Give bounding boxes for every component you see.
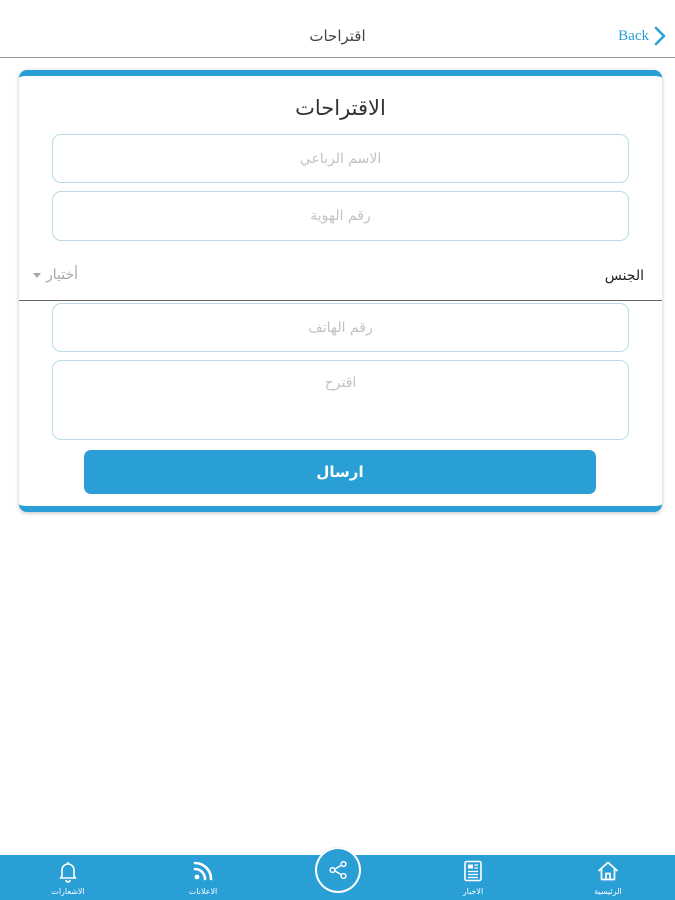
page-title: اقتراحات	[309, 27, 366, 45]
share-icon	[327, 859, 349, 881]
form-title: الاقتراحات	[295, 96, 386, 120]
gender-label: الجنس	[604, 268, 644, 284]
tab-ads-label: الاعلانات	[188, 887, 218, 896]
tab-notifications-label: الاشعارات	[51, 887, 85, 896]
back-button[interactable]	[618, 26, 667, 46]
tab-home-label: الرئيسية	[594, 887, 622, 896]
tab-news[interactable]	[423, 855, 523, 900]
rss-icon	[191, 859, 215, 883]
gender-select-value: أختيار	[46, 267, 79, 283]
id-number-field-wrapper	[52, 191, 629, 241]
suggestions-form-card	[19, 70, 662, 512]
full-name-field[interactable]	[53, 135, 628, 182]
gender-select[interactable]	[33, 267, 78, 283]
submit-button[interactable]: ارسال	[84, 450, 596, 494]
tab-home[interactable]	[558, 855, 658, 900]
gender-row	[19, 256, 662, 301]
top-bar	[0, 0, 675, 58]
share-button[interactable]	[315, 847, 361, 893]
phone-field-wrapper	[52, 303, 629, 352]
tab-notifications[interactable]	[18, 855, 118, 900]
suggestion-field-wrapper	[52, 360, 629, 440]
chevron-right-icon	[653, 26, 667, 46]
caret-down-icon	[33, 273, 41, 278]
suggestion-field[interactable]	[53, 361, 628, 439]
phone-field[interactable]	[53, 304, 628, 351]
back-label: Back	[618, 27, 649, 44]
tab-ads[interactable]	[153, 855, 253, 900]
bell-icon	[56, 859, 80, 883]
id-number-field[interactable]	[53, 192, 628, 240]
tab-news-label: الاخبار	[462, 887, 484, 896]
full-name-field-wrapper	[52, 134, 629, 183]
newspaper-icon	[461, 859, 485, 883]
home-icon	[596, 859, 620, 883]
